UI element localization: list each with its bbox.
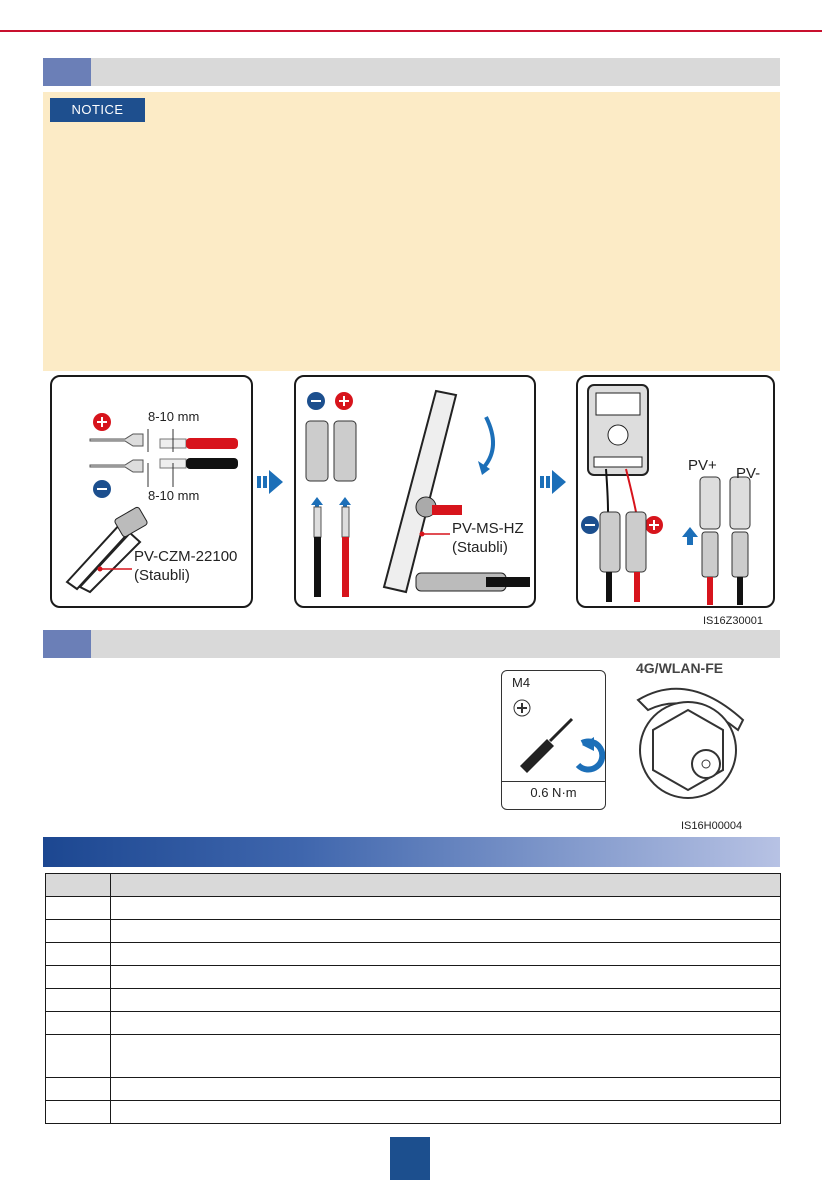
spanner-tool <box>384 391 456 592</box>
step-arrow-icon <box>540 470 568 494</box>
contact-pin-top <box>90 434 143 446</box>
table-row <box>46 920 781 943</box>
table-header-cell <box>111 874 781 897</box>
table-row <box>46 966 781 989</box>
connector-plus <box>334 421 356 481</box>
section-header-bar <box>43 58 780 86</box>
table-header-cell <box>46 874 111 897</box>
table-row <box>46 1078 781 1101</box>
top-rule <box>0 30 822 32</box>
page-number-box <box>390 1137 430 1180</box>
crimp-tool-label: PV-CZM-22100 <box>134 548 238 565</box>
module-port-icon <box>618 680 758 800</box>
panel-multimeter <box>576 375 775 608</box>
module-label: 4G/WLAN-FE <box>636 660 724 676</box>
assemble-illustration <box>296 377 534 606</box>
troubleshooting-table <box>45 873 781 1124</box>
section-header-bar <box>43 630 780 658</box>
table-row <box>46 897 781 920</box>
black-wire <box>186 458 238 469</box>
notice-box <box>43 92 780 371</box>
panel-crimp <box>50 375 253 608</box>
dim-label-top: 8-10 mm <box>148 409 200 424</box>
multimeter-illustration <box>578 377 773 606</box>
wrench-tool-label: PV-MS-HZ <box>452 520 524 537</box>
troubleshooting-header-bar <box>43 837 780 867</box>
dim-label-bottom: 8-10 mm <box>148 488 200 503</box>
screw-label: M4 <box>512 675 531 690</box>
panel-assemble <box>294 375 536 608</box>
pv-minus-label: PV- <box>736 465 761 482</box>
red-wire <box>186 438 238 449</box>
figure2-id: IS16H00004 <box>681 820 743 832</box>
connector-minus <box>306 421 328 481</box>
section-number-box <box>43 58 91 86</box>
wrench-tool-brand: (Staubli) <box>452 539 508 556</box>
contact-pin-bottom <box>90 460 143 472</box>
table-row <box>46 943 781 966</box>
figure1-id: IS16Z30001 <box>703 615 763 627</box>
table-row <box>46 1101 781 1124</box>
notice-tag: NOTICE <box>50 98 145 122</box>
table-row <box>46 989 781 1012</box>
torque-label: 0.6 N·m <box>530 785 577 800</box>
table-row <box>46 1035 781 1078</box>
table-header-row <box>46 874 781 897</box>
table-row <box>46 1012 781 1035</box>
step-arrow-icon <box>257 470 285 494</box>
torque-box <box>501 670 606 810</box>
screwdriver-icon <box>502 691 605 776</box>
section-number-box <box>43 630 91 658</box>
crimp-tool-brand: (Staubli) <box>134 567 190 584</box>
pv-plus-label: PV+ <box>688 457 717 474</box>
